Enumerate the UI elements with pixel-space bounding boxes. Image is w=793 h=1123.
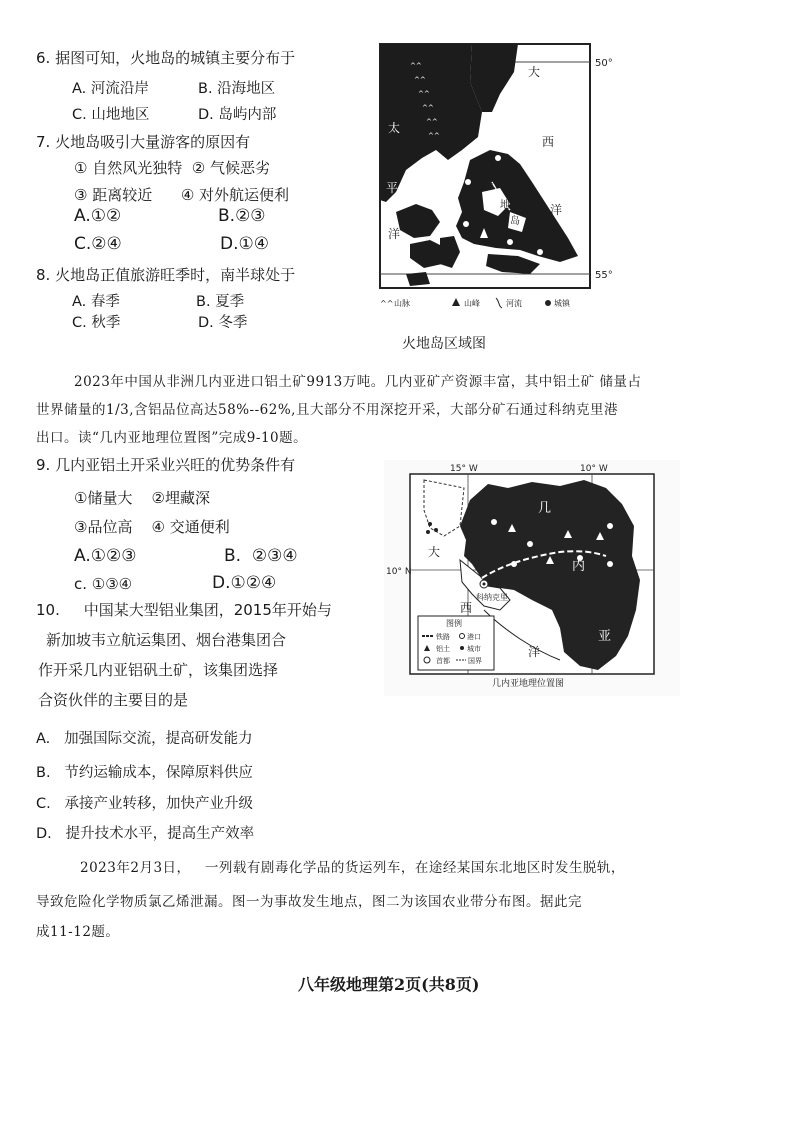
q9-stem: 9. 几内亚铝土开采业兴旺的优势条件有 <box>36 456 296 474</box>
svg-text:铁路: 铁路 <box>436 633 450 641</box>
pacific-label-1: 太 <box>388 121 401 135</box>
svg-text:国界: 国界 <box>468 657 482 665</box>
q7-option-b: B.②③ <box>218 206 266 226</box>
q8-option-b: B. 夏季 <box>196 294 245 310</box>
pacific-label-2: 平 <box>386 181 399 195</box>
lon-10w-label: 10° W <box>580 464 608 474</box>
map2-caption: 几内亚地理位置图 <box>492 679 565 689</box>
page-footer: 八年级地理第2页(共8页) <box>298 975 480 994</box>
lon-15w-label: 15° W <box>450 464 478 474</box>
q10-option-c: C. 承接产业转移，加快产业升级 <box>36 796 254 812</box>
legend-peak: 山峰 <box>464 299 480 308</box>
atlantic-label-1: 大 <box>428 545 441 559</box>
atlantic-label-3: 洋 <box>528 645 541 659</box>
q7-option-c: C.②④ <box>74 234 122 254</box>
guinea-label-2: 内 <box>572 559 586 574</box>
svg-text:^^: ^^ <box>426 118 438 126</box>
q9-option-d: D.①②④ <box>212 573 277 593</box>
q6-option-c: C. 山地地区 <box>72 107 150 123</box>
q8-option-d: D. 冬季 <box>198 315 248 331</box>
svg-text:港口: 港口 <box>467 633 481 641</box>
lat-55-label: 55° <box>595 270 613 281</box>
conakry-label: 科纳克里 <box>476 593 508 602</box>
q10-stem-line4: 合资伙伴的主要目的是 <box>38 691 189 709</box>
passage2-line2: 导致危险化学物质氯乙烯泄漏。图一为事故发生地点，图二为该国农业带分布图。据此完 <box>36 894 582 910</box>
passage1-line1: 2023年中国从非洲几内亚进口铝土矿9913万吨。几内亚矿产资源丰富，其中铝土矿 储量占 <box>74 374 642 390</box>
q6-stem: 6. 据图可知，火地岛的城镇主要分布于 <box>36 49 296 67</box>
legend-mountains: 山脉 <box>394 299 410 308</box>
svg-text:^^: ^^ <box>414 76 426 84</box>
svg-text:城市: 城市 <box>467 645 481 653</box>
q10-option-b: B. 节约运输成本，保障原料供应 <box>36 765 253 781</box>
svg-text:图例: 图例 <box>446 619 462 628</box>
svg-text:^^: ^^ <box>418 90 430 98</box>
svg-text:^^: ^^ <box>428 132 440 140</box>
svg-text:^^: ^^ <box>422 104 434 112</box>
q6-option-a: A. 河流沿岸 <box>72 81 149 97</box>
island-label-1: 火 <box>486 180 496 191</box>
passage1-line2: 世界储量的1/3,含铝品位高达58%--62%,且大部分不用深挖开采，大部分矿石通过科纳克里港 <box>36 402 618 418</box>
q7-option-a: A.①② <box>74 206 122 226</box>
q9-statements-1: ①储量大 ②埋藏深 <box>74 489 210 507</box>
svg-text:^^: ^^ <box>410 62 422 70</box>
map1-caption: 火地岛区域图 <box>402 336 486 352</box>
atlantic-label-1: 大 <box>528 65 541 79</box>
map1-legend <box>380 298 571 308</box>
river-icon <box>496 298 502 308</box>
q10-stem-line1: 10. 中国某大型铝业集团，2015年开始与 <box>36 601 332 619</box>
guinea-label-3: 亚 <box>598 629 612 644</box>
q6-option-b: B. 沿海地区 <box>198 81 276 97</box>
svg-text:铝土: 铝土 <box>436 645 450 653</box>
city-icon <box>460 646 464 650</box>
legend-town: 城镇 <box>554 299 570 308</box>
q9-option-b: B. ②③④ <box>224 546 298 566</box>
q7-stem: 7. 火地岛吸引大量游客的原因有 <box>36 133 251 151</box>
town-icon <box>545 300 551 306</box>
island-label-3: 岛 <box>510 216 520 227</box>
q7-statements-2: ③ 距离较近 ④ 对外航运便利 <box>74 186 290 204</box>
q7-option-d: D.①④ <box>220 234 269 254</box>
q10-option-d: D. 提升技术水平，提高生产效率 <box>36 826 255 842</box>
lat-50-label: 50° <box>595 58 613 69</box>
island-label-2: 地 <box>500 200 510 211</box>
passage2-line1: 2023年2月3日， 一列载有剧毒化学品的货运列车，在途经某国东北地区时发生脱轨， <box>80 860 625 876</box>
q8-option-a: A. 春季 <box>72 294 120 310</box>
svg-text:^^: ^^ <box>380 299 394 308</box>
guinea-label-1: 几 <box>538 501 552 516</box>
passage1-line3: 出口。读“几内亚地理位置图”完成9-10题。 <box>36 430 308 446</box>
atlantic-label-3: 洋 <box>550 203 563 217</box>
q8-option-c: C. 秋季 <box>72 315 121 331</box>
q6-option-d: D. 岛屿内部 <box>198 107 277 123</box>
atlantic-label-2: 西 <box>542 135 555 149</box>
atlantic-label-2: 西 <box>460 601 473 615</box>
q7-statements-1: ① 自然风光独特 ② 气候恶劣 <box>74 159 270 177</box>
q9-statements-2: ③品位高 ④ 交通便利 <box>74 518 230 536</box>
q10-option-a: A. 加强国际交流，提高研发能力 <box>36 731 253 747</box>
pacific-label-3: 洋 <box>388 227 401 241</box>
tierra-del-fuego-map <box>370 42 618 320</box>
q10-stem-line2: 新加坡韦立航运集团、烟台港集团合 <box>46 631 287 649</box>
q8-stem: 8. 火地岛正值旅游旺季时，南半球处于 <box>36 266 296 284</box>
map2-legend <box>418 616 494 670</box>
peak-icon <box>452 298 460 306</box>
q9-option-c: c. ①③④ <box>74 575 133 593</box>
lat-10n-label: 10° N <box>386 567 412 577</box>
q10-stem-line3: 作开采几内亚铝矾土矿，该集团选择 <box>38 661 279 679</box>
guinea-map <box>384 460 680 696</box>
passage2-line3: 成11-12题。 <box>36 924 120 940</box>
q9-option-a: A.①②③ <box>74 546 137 566</box>
legend-river: 河流 <box>506 299 522 308</box>
svg-text:首都: 首都 <box>436 657 450 665</box>
